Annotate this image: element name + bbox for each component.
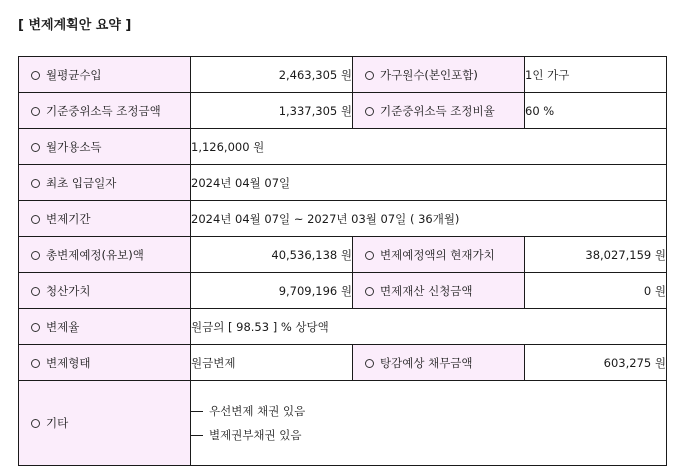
household-label: 가구원수(본인포함) [380, 67, 478, 82]
table-row [19, 273, 667, 309]
rate-label: 변제율 [46, 319, 80, 334]
exempt-label: 면제재산 신청금액 [380, 283, 473, 298]
circle-bullet-icon [31, 215, 40, 224]
etc-label-cell [19, 381, 191, 466]
dash-icon [191, 435, 203, 436]
circle-bullet-icon [31, 143, 40, 152]
etc-label: 기타 [46, 416, 69, 430]
period-label-cell [19, 201, 191, 237]
circle-bullet-icon [365, 71, 374, 80]
income-label: 월평균수입 [46, 67, 102, 82]
circle-bullet-icon [365, 251, 374, 260]
table-row [19, 129, 667, 165]
median-label-cell [19, 93, 191, 129]
circle-bullet-icon [31, 359, 40, 368]
page-title: [ 변제계획안 요약 ] [18, 18, 132, 33]
ratio-label-cell [353, 93, 525, 129]
rate-value: 원금의 [ 98.53 ] % 상당액 [191, 309, 667, 345]
table-row [19, 381, 667, 466]
type-label: 변제형태 [46, 355, 91, 370]
present-value-label: 변제예정액의 현재가치 [380, 247, 495, 262]
table-row [19, 201, 667, 237]
circle-bullet-icon [31, 419, 40, 428]
circle-bullet-icon [31, 107, 40, 116]
ratio-value: 60 % [525, 93, 667, 129]
ratio-label: 기준중위소득 조정비율 [380, 103, 495, 118]
dash-icon [191, 411, 203, 412]
expected-debt-value: 603,275 원 [525, 345, 667, 381]
liquidation-value: 9,709,196 원 [191, 273, 353, 309]
expected-debt-label-cell [353, 345, 525, 381]
list-item [191, 399, 666, 423]
first-payment-value: 2024년 04월 07일 [191, 165, 667, 201]
circle-bullet-icon [31, 71, 40, 80]
expected-debt-label: 탕감예상 채무금액 [380, 355, 473, 370]
table-row [19, 57, 667, 93]
first-payment-label: 최초 입금일자 [46, 175, 117, 190]
available-label: 월가용소득 [46, 139, 102, 154]
period-value: 2024년 04월 07일 ~ 2027년 03월 07일 ( 36개월) [191, 201, 667, 237]
first-payment-label-cell [19, 165, 191, 201]
income-label-cell [19, 57, 191, 93]
circle-bullet-icon [365, 107, 374, 116]
present-value-label-cell [353, 237, 525, 273]
table-row [19, 237, 667, 273]
exempt-label-cell [353, 273, 525, 309]
type-value: 원금변제 [191, 345, 353, 381]
type-label-cell [19, 345, 191, 381]
table-row [19, 309, 667, 345]
median-value: 1,337,305 원 [191, 93, 353, 129]
etc-note-text: 우선변제 채권 있음 [209, 404, 306, 418]
circle-bullet-icon [31, 251, 40, 260]
available-label-cell [19, 129, 191, 165]
repayment-summary-table [18, 56, 667, 466]
total-label: 총변제예정(유보)액 [46, 247, 144, 262]
median-label: 기준중위소득 조정금액 [46, 103, 161, 118]
etc-notes [191, 381, 667, 466]
liquidation-label-cell [19, 273, 191, 309]
household-value: 1인 가구 [525, 57, 667, 93]
exempt-value: 0 원 [525, 273, 667, 309]
table-row [19, 93, 667, 129]
circle-bullet-icon [31, 179, 40, 188]
circle-bullet-icon [31, 323, 40, 332]
circle-bullet-icon [31, 287, 40, 296]
period-label: 변제기간 [46, 211, 91, 226]
liquidation-label: 청산가치 [46, 283, 91, 298]
total-value: 40,536,138 원 [191, 237, 353, 273]
list-item [191, 423, 666, 447]
circle-bullet-icon [365, 359, 374, 368]
available-value: 1,126,000 원 [191, 129, 667, 165]
household-label-cell [353, 57, 525, 93]
income-value: 2,463,305 원 [191, 57, 353, 93]
etc-note-text: 별제권부채권 있음 [209, 428, 302, 442]
circle-bullet-icon [365, 287, 374, 296]
table-row [19, 345, 667, 381]
table-row [19, 165, 667, 201]
present-value-value: 38,027,159 원 [525, 237, 667, 273]
rate-label-cell [19, 309, 191, 345]
total-label-cell [19, 237, 191, 273]
